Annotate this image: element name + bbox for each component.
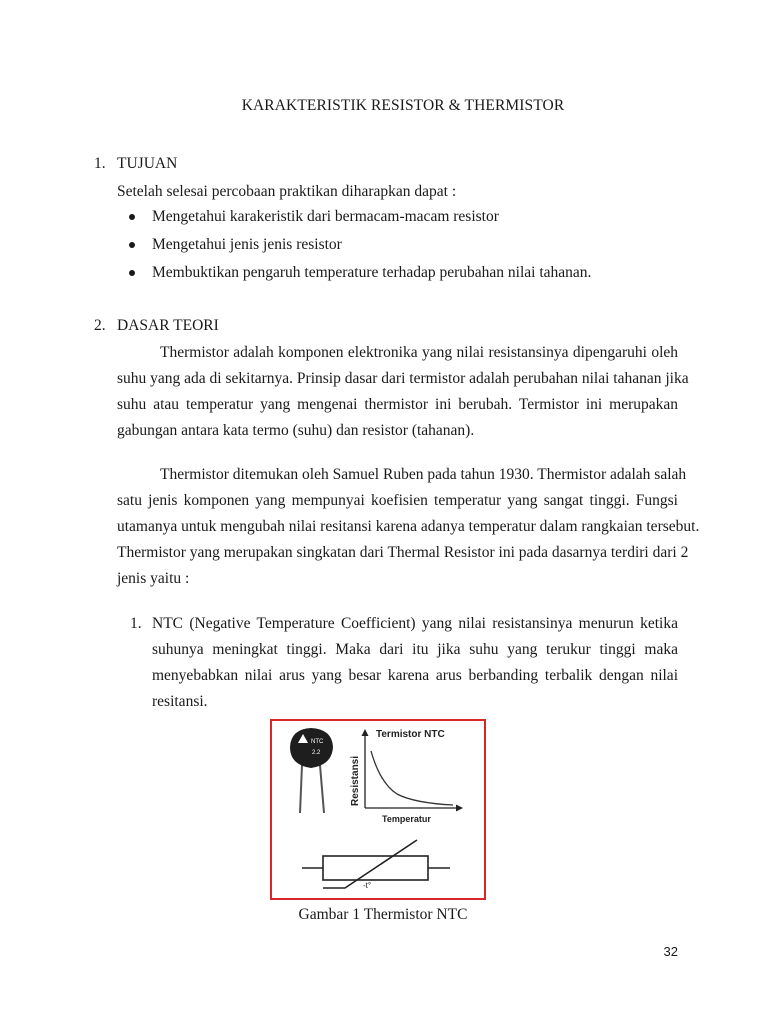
section-2-number: 2.: [94, 317, 106, 334]
list-item-line: resitansi.: [152, 693, 208, 710]
paragraph-line: jenis yaitu :: [117, 570, 190, 587]
bullet-item: Membuktikan pengaruh temperature terhadap perubahan nilai tahanan.: [152, 264, 592, 281]
section-2-heading: DASAR TEORI: [117, 317, 219, 334]
bullet-icon: [129, 270, 135, 276]
graph-x-label: Temperatur: [382, 814, 431, 824]
section-1-heading: TUJUAN: [117, 155, 178, 172]
symbol-label: -t°: [363, 881, 372, 890]
bullet-icon: [129, 214, 135, 220]
ntc-graph: [350, 729, 463, 824]
bullet-item: Mengetahui karakeristik dari bermacam-macam resistor: [152, 208, 499, 225]
component-label-ntc: NTC: [311, 739, 324, 745]
list-item-number: 1.: [130, 615, 142, 632]
paragraph-line: utamanya untuk mengubah nilai resitansi karena adanya temperatur dalam rangkaian tersebut.: [117, 518, 700, 535]
paragraph-line: Thermistor adalah komponen elektronika yang nilai resistansinya dipengaruhi oleh: [160, 344, 678, 361]
paragraph-line: suhu atau temperatur yang mengenai thermistor ini berubah. Termistor ini merupakan: [117, 396, 678, 413]
page-number: 32: [663, 944, 678, 959]
paragraph-line: satu jenis komponen yang mempunyai koefisien temperatur yang sangat tinggi. Fungsi: [117, 492, 678, 509]
section-1-number: 1.: [94, 155, 106, 172]
figure-caption: Gambar 1 Thermistor NTC: [298, 906, 468, 923]
thermistor-symbol-icon: [302, 840, 450, 890]
bullet-item: Mengetahui jenis jenis resistor: [152, 236, 342, 253]
list-item-line: NTC (Negative Temperature Coefficient) yang nilai resistansinya menurun ketika: [152, 615, 678, 632]
section-1-intro: Setelah selesai percobaan praktikan diharapkan dapat :: [117, 183, 457, 200]
graph-title: Termistor NTC: [376, 729, 445, 740]
ntc-thermistor-figure: [270, 719, 486, 900]
paragraph-line: suhu yang ada di sekitarnya. Prinsip dasar dari termistor adalah perubahan nilai tahanan jika: [117, 370, 689, 387]
bullet-icon: [129, 242, 135, 248]
ntc-figure-graphic: [272, 721, 484, 898]
component-label-value: 2.2: [312, 750, 321, 756]
paragraph-line: Thermistor yang merupakan singkatan dari Thermal Resistor ini pada dasarnya terdiri dari 2: [117, 544, 689, 561]
list-item-line: suhunya meningkat tinggi. Maka dari itu jika suhu yang terukur tinggi maka: [152, 641, 678, 658]
graph-y-label: Resistansi: [350, 755, 361, 806]
ntc-component-icon: [290, 728, 333, 813]
paragraph-line: gabungan antara kata termo (suhu) dan resistor (tahanan).: [117, 422, 475, 439]
paragraph-line: Thermistor ditemukan oleh Samuel Ruben pada tahun 1930. Thermistor adalah salah: [160, 466, 687, 483]
document-title: KARAKTERISTIK RESISTOR & THERMISTOR: [241, 97, 565, 114]
list-item-line: menyebabkan nilai arus yang besar karena arus berbanding terbalik dengan nilai: [152, 667, 678, 684]
